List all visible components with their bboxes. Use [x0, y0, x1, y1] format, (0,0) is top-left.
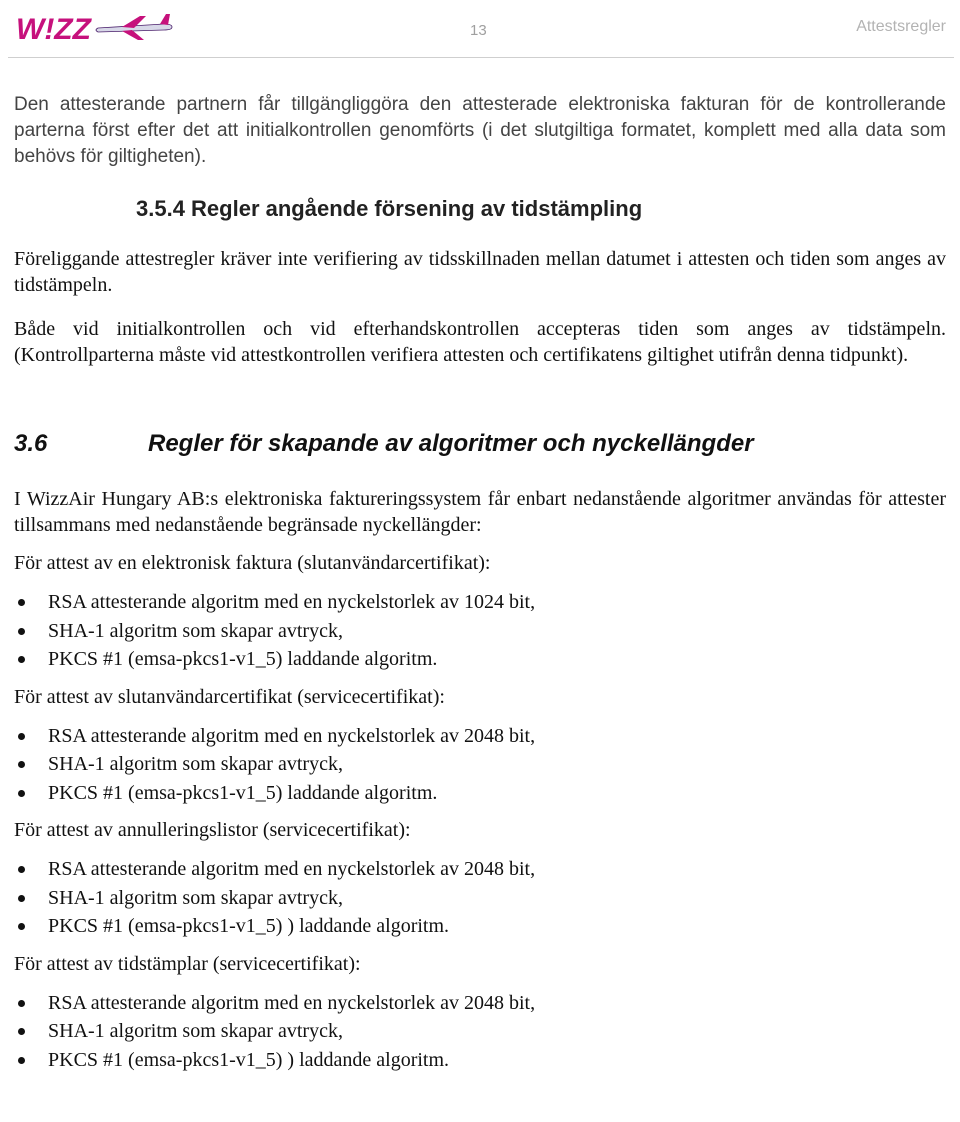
group-label: För attest av en elektronisk faktura (slutanvändarcertifikat): [14, 552, 491, 574]
page-number: 13 [470, 22, 487, 39]
subsection-heading: 3.5.4 Regler angående försening av tidstämpling [136, 196, 643, 221]
wizz-logo [14, 8, 174, 48]
list-item: PKCS #1 (emsa-pkcs1-v1_5) ) laddande algoritm. [14, 1046, 946, 1075]
header-divider [8, 57, 954, 58]
page-header [0, 0, 960, 58]
list-item: SHA-1 algoritm som skapar avtryck, [14, 617, 946, 646]
svg-text:W!ZZ: W!ZZ [16, 13, 91, 46]
paragraph-wizzair: I WizzAir Hungary AB:s elektroniska faktureringssystem får enbart nedanstående algoritmer användas för attester tillsammans med nedanstående begränsade nyckellängder: [14, 488, 946, 536]
section-heading [14, 430, 946, 458]
list-item: SHA-1 algoritm som skapar avtryck, [14, 1017, 946, 1046]
document-body [14, 92, 946, 1084]
algorithm-group [14, 817, 946, 941]
bullet-list [14, 989, 946, 1075]
section-number: 3.6 [14, 430, 48, 457]
list-item: RSA attesterande algoritm med en nyckelstorlek av 2048 bit, [14, 989, 946, 1018]
paragraph-foreliggande: Föreliggande attestregler kräver inte verifiering av tidsskillnaden mellan datumet i attesten och tiden som anges av tidstämpeln. [14, 248, 946, 296]
list-item: RSA attesterande algoritm med en nyckelstorlek av 2048 bit, [14, 855, 946, 884]
airplane-icon [96, 14, 172, 40]
bullet-list [14, 722, 946, 808]
header-title: Attestsregler [856, 18, 946, 35]
algorithm-group [14, 550, 946, 674]
list-item: SHA-1 algoritm som skapar avtryck, [14, 884, 946, 913]
section-title: Regler för skapande av algoritmer och nyckellängder [148, 430, 754, 457]
bullet-list [14, 855, 946, 941]
list-item: RSA attesterande algoritm med en nyckelstorlek av 1024 bit, [14, 588, 946, 617]
algorithm-group [14, 951, 946, 1075]
group-label: För attest av slutanvändarcertifikat (servicecertifikat): [14, 685, 445, 708]
algorithm-group [14, 684, 946, 808]
group-label: För attest av tidstämplar (servicecertifikat): [14, 952, 361, 975]
bullet-list [14, 588, 946, 674]
list-item: PKCS #1 (emsa-pkcs1-v1_5) laddande algoritm. [14, 779, 946, 808]
list-item: PKCS #1 (emsa-pkcs1-v1_5) ) laddande algoritm. [14, 912, 946, 941]
list-item: SHA-1 algoritm som skapar avtryck, [14, 750, 946, 779]
group-label: För attest av annulleringslistor (servicecertifikat): [14, 819, 411, 841]
list-item: PKCS #1 (emsa-pkcs1-v1_5) laddande algoritm. [14, 645, 946, 674]
paragraph-bade: Både vid initialkontrollen och vid efterhandskontrollen accepteras tiden som anges av tidstämpeln. (Kontrollparterna måste vid attestkontrollen verifiera attesten och certifikatens giltighet utifrån denna tidpunkt). [14, 318, 946, 366]
list-item: RSA attesterande algoritm med en nyckelstorlek av 2048 bit, [14, 722, 946, 751]
paragraph-intro: Den attesterande partnern får tillgängliggöra den attesterade elektroniska fakturan för de kontrollerande parterna först efter det att initialkontrollen genomförts (i det slutgiltiga formatet, komplett med alla data som behövs för giltigheten). [14, 94, 946, 167]
